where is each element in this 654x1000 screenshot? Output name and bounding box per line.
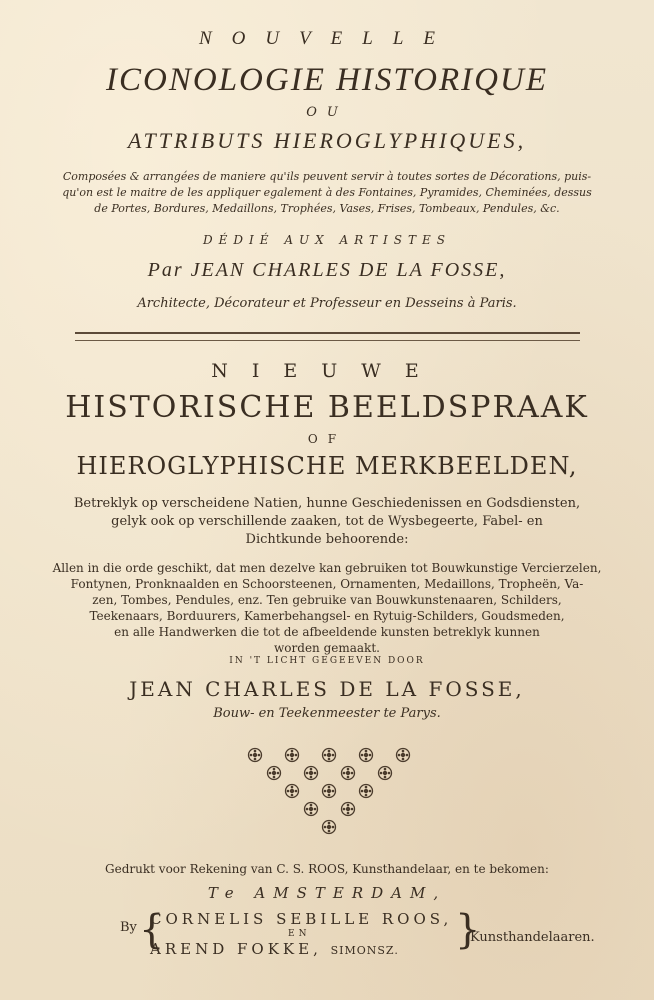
ornament-rosettes bbox=[0, 745, 654, 840]
heading-nouvelle: NOUVELLE bbox=[198, 28, 456, 49]
city-line: Te AMSTERDAM, bbox=[207, 884, 447, 902]
description-dutch-line-1: Betreklyk op verscheidene Natien, hunne Geschiedenissen en Godsdiensten, bbox=[73, 496, 581, 511]
usage-dutch-line-3: zen, Tombes, Pendules, enz. Ten gebruike van Bouwkunstenaaren, Schilders, bbox=[92, 593, 562, 607]
author-french: Par JEAN CHARLES DE LA FOSSE, bbox=[147, 259, 507, 281]
usage-dutch-line-5: en alle Handwerken die tot de afbeeldende kunsten betreklyk kunnen bbox=[114, 625, 540, 639]
title-french: ICONOLOGIE HISTORIQUE bbox=[106, 62, 548, 98]
left-brace-icon: { bbox=[139, 907, 165, 953]
word-ou: OU bbox=[306, 105, 348, 120]
subtitle-french: ATTRIBUTS HIEROGLYPHIQUES, bbox=[127, 128, 527, 153]
publisher-1: CORNELIS SEBILLE ROOS, bbox=[150, 910, 453, 928]
conjunction-en: EN bbox=[288, 929, 311, 939]
published-by-label: IN 'T LICHT GEGEEVEN DOOR bbox=[229, 656, 425, 666]
publisher-2: AREND FOKKE, SIMONSZ. bbox=[150, 940, 399, 958]
subtitle-dutch: HIEROGLYPHISCHE MERKBEELDEN, bbox=[76, 452, 578, 480]
heading-nieuwe: NIEUWE bbox=[211, 360, 443, 382]
divider-rule-thin bbox=[75, 340, 580, 341]
printed-for-line: Gedrukt voor Rekening van C. S. ROOS, Kunsthandelaar, en te bekomen: bbox=[105, 862, 549, 876]
title-dutch: HISTORISCHE BEELDSPRAAK bbox=[65, 390, 589, 425]
description-dutch-line-3: Dichtkunde behoorende: bbox=[245, 532, 409, 547]
description-french-line-2: qu'on est le maitre de les appliquer egalement à des Fontaines, Pyramides, Cheminées, dessus bbox=[62, 186, 592, 199]
usage-dutch-line-4: Teekenaars, Borduurers, Kamerbehangsel- en Rytuig-Schilders, Goudsmeden, bbox=[89, 609, 565, 623]
booksellers-label: Kunsthandelaaren. bbox=[470, 930, 595, 945]
author-dutch: JEAN CHARLES DE LA FOSSE, bbox=[129, 677, 525, 701]
author-title-french: Architecte, Décorateur et Professeur en Desseins à Paris. bbox=[137, 296, 517, 311]
word-of: OF bbox=[307, 432, 347, 446]
description-french-line-3: de Portes, Bordures, Medaillons, Trophées, Vases, Frises, Tombeaux, Pendules, &c. bbox=[94, 202, 560, 215]
right-brace-icon: } bbox=[455, 907, 481, 953]
rosette-triangle-icon bbox=[0, 745, 654, 840]
author-title-dutch: Bouw- en Teekenmeester te Parys. bbox=[213, 706, 441, 721]
description-dutch-line-2: gelyk ook op verschillende zaaken, tot de Wysbegeerte, Fabel- en bbox=[111, 514, 543, 529]
dedication-french: DÉDIÉ AUX ARTISTES bbox=[203, 233, 451, 247]
usage-dutch-line-6: worden gemaakt. bbox=[274, 641, 380, 655]
publisher-imprint bbox=[0, 907, 654, 970]
usage-dutch-line-1: Allen in die orde geschikt, dat men dezelve kan gebruiken tot Bouwkunstige Vercierzelen, bbox=[52, 561, 602, 575]
description-french-line-1: Composées & arrangées de maniere qu'ils peuvent servir à toutes sortes de Décorations, puis- bbox=[62, 170, 592, 183]
usage-dutch-line-2: Fontynen, Pronknaalden en Schoorsteenen, Ornamenten, Medaillons, Tropheën, Va- bbox=[70, 577, 584, 591]
by-label: By bbox=[120, 920, 137, 935]
divider-rule-thick bbox=[75, 332, 580, 334]
